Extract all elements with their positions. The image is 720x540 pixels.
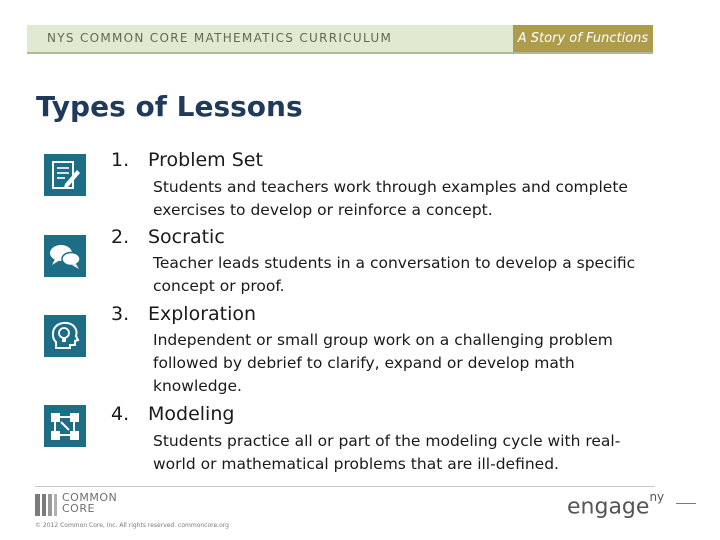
problem-set-icon [44,154,86,196]
logo-line: COMMON [62,491,118,504]
common-core-logo-icon [35,494,59,516]
lesson-description [153,329,673,398]
lesson-heading [111,226,225,248]
speech-bubbles-icon [44,235,86,277]
logo-line: CORE [62,502,95,515]
engageny-logo [567,490,665,520]
description-line: world or mathematical problems that are ill-defined. [153,455,559,473]
modeling-cycle-icon [44,405,86,447]
common-core-wordmark [62,492,117,514]
lesson-number: 1. [111,149,130,171]
lesson-heading [111,403,234,425]
lesson-name: Exploration [148,303,257,325]
side-dash [676,503,696,504]
lesson-description [153,176,673,222]
description-line: knowledge. [153,377,242,395]
lesson-name: Problem Set [148,149,263,171]
engage-sup: ny [649,490,665,504]
lesson-heading [111,149,263,171]
module-tag: A Story of Functions [513,25,653,52]
lesson-number: 3. [111,303,130,325]
header-bar [27,25,653,54]
description-line: followed by debrief to clarify, expand or develop math [153,354,575,372]
lesson-description [153,252,673,298]
description-line: exercises to develop or reinforce a concept. [153,201,493,219]
lesson-description [153,430,673,476]
lesson-heading [111,303,256,325]
curriculum-label: NYS COMMON CORE MATHEMATICS CURRICULUM [47,31,393,45]
lightbulb-head-icon [44,315,86,357]
description-line: Teacher leads students in a conversation to develop a specific [153,254,636,272]
lesson-name: Socratic [148,226,225,248]
lesson-name: Modeling [148,403,235,425]
copyright-text: © 2012 Common Core, Inc. All rights reserved. commoncore.org [35,522,229,529]
lesson-number: 4. [111,403,130,425]
engage-text: engage [567,494,650,520]
page-title: Types of Lessons [36,90,303,123]
footer-divider [35,486,655,487]
description-line: Independent or small group work on a challenging problem [153,331,613,349]
description-line: concept or proof. [153,277,285,295]
description-line: Students practice all or part of the modeling cycle with real- [153,432,621,450]
lesson-number: 2. [111,226,130,248]
description-line: Students and teachers work through examples and complete [153,178,628,196]
